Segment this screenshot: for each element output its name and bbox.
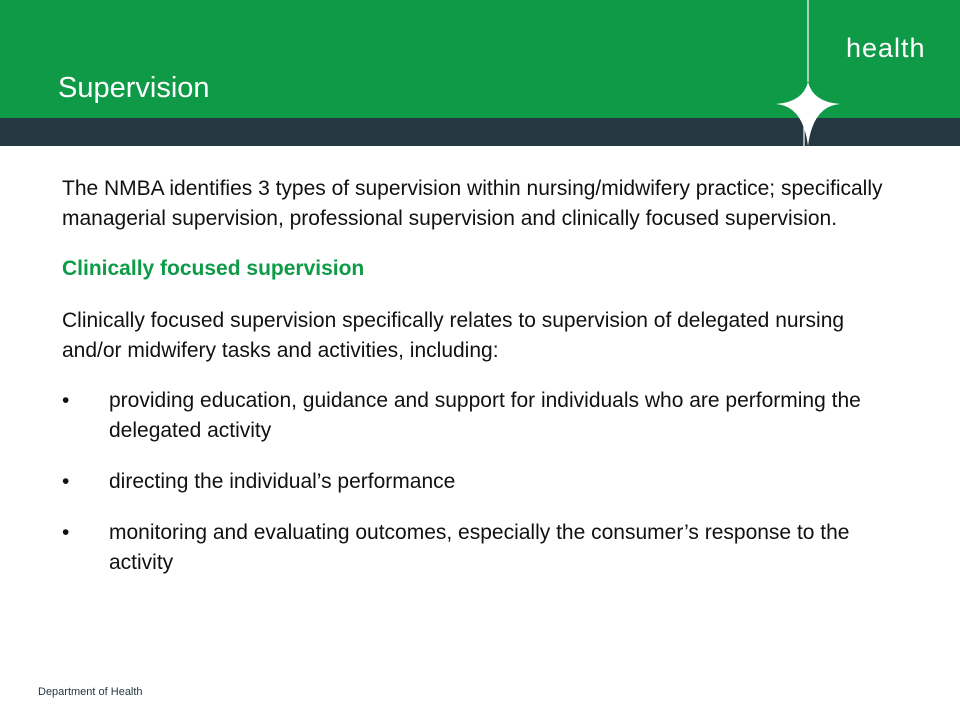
bullet-marker: • <box>62 470 70 493</box>
sparkle-star-icon <box>760 0 860 146</box>
list-item <box>62 386 899 446</box>
bullet-marker: • <box>62 389 70 412</box>
list-item-text: monitoring and evaluating outcomes, especially the consumer’s response to the activity <box>109 521 850 574</box>
lead-paragraph: Clinically focused supervision specifically relates to supervision of delegated nursing and/or midwifery tasks and activities, including: <box>62 309 845 362</box>
bullet-marker: • <box>62 521 70 544</box>
slide-content <box>62 174 902 599</box>
bullet-list <box>62 386 902 578</box>
list-item-text: directing the individual’s performance <box>109 470 456 493</box>
list-item <box>62 518 899 578</box>
section-subheading: Clinically focused supervision <box>62 257 365 280</box>
footer-department: Department of Health <box>38 686 143 698</box>
list-item-text: providing education, guidance and support for individuals who are performing the delegated activity <box>109 389 861 442</box>
list-item <box>62 467 899 497</box>
intro-paragraph: The NMBA identifies 3 types of supervision within nursing/midwifery practice; specifically managerial supervision, professional supervision and clinically focused supervision. <box>62 177 883 230</box>
slide-title: Supervision <box>58 72 210 104</box>
brand-wordmark: health <box>846 33 926 63</box>
